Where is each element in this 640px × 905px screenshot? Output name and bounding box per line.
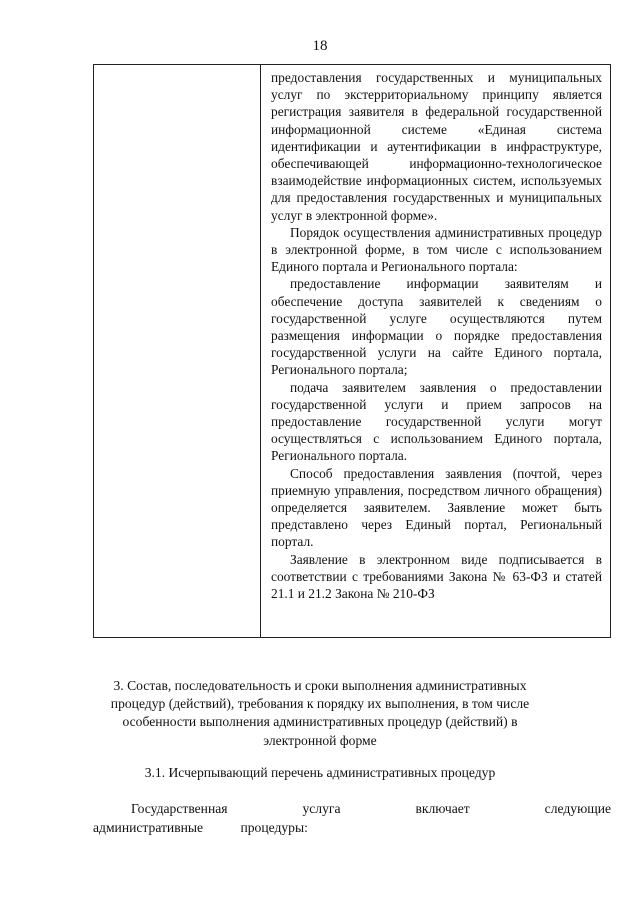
document-table — [93, 64, 611, 638]
table-paragraph: Способ предоставления заявления (почтой, через приемную управления, посредством личного обращения) определяется заявителем. Заявление может быть представлено через Единый портал, Региональный портал. — [271, 465, 602, 550]
table-cell-content — [271, 69, 602, 602]
page-number: 18 — [312, 38, 328, 54]
body-paragraph-text: Государственная услуга включает следующие административные процедуры: — [93, 801, 611, 835]
table-column-divider — [260, 65, 261, 637]
table-paragraph: предоставления государственных и муниципальных услуг по экстерриториальному принципу является регистрация заявителя в федеральной государственной информационной системе «Единая система идентификации и аутентификации в инфраструктуре, обеспечивающей информационно-технологическое взаимодействие информационных систем, используемых для предоставления государственных и муниципальных услуг в электронной форме». — [271, 70, 602, 223]
section-heading: 3. Состав, последовательность и сроки выполнения административных процедур (действий), требования к порядку их выполнения, в том числе особенности выполнения административных процедур (действий) в электронной форме — [110, 678, 530, 748]
body-paragraph — [93, 800, 611, 837]
table-paragraph: Заявление в электронном виде подписывается в соответствии с требованиями Закона № 63-ФЗ и статей 21.1 и 21.2 Закона № 210-ФЗ — [271, 551, 602, 602]
subsection-heading: 3.1. Исчерпывающий перечень административных процедур — [144, 765, 496, 780]
table-paragraph: предоставление информации заявителям и обеспечение доступа заявителей к сведениям о государственной услуге осуществляются путем размещения информации о порядке предоставления государственной услуги на сайте Единого портала, Регионального портала; — [271, 276, 602, 378]
table-paragraph: подача заявителем заявления о предоставлении государственной услуги и прием запросов на предоставление государственной услуги могут осуществляться с использованием Единого портала, Регионального портала. — [271, 379, 602, 464]
table-paragraph: Порядок осуществления административных процедур в электронной форме, в том числе с использованием Единого портала и Регионального портала: — [271, 224, 602, 275]
